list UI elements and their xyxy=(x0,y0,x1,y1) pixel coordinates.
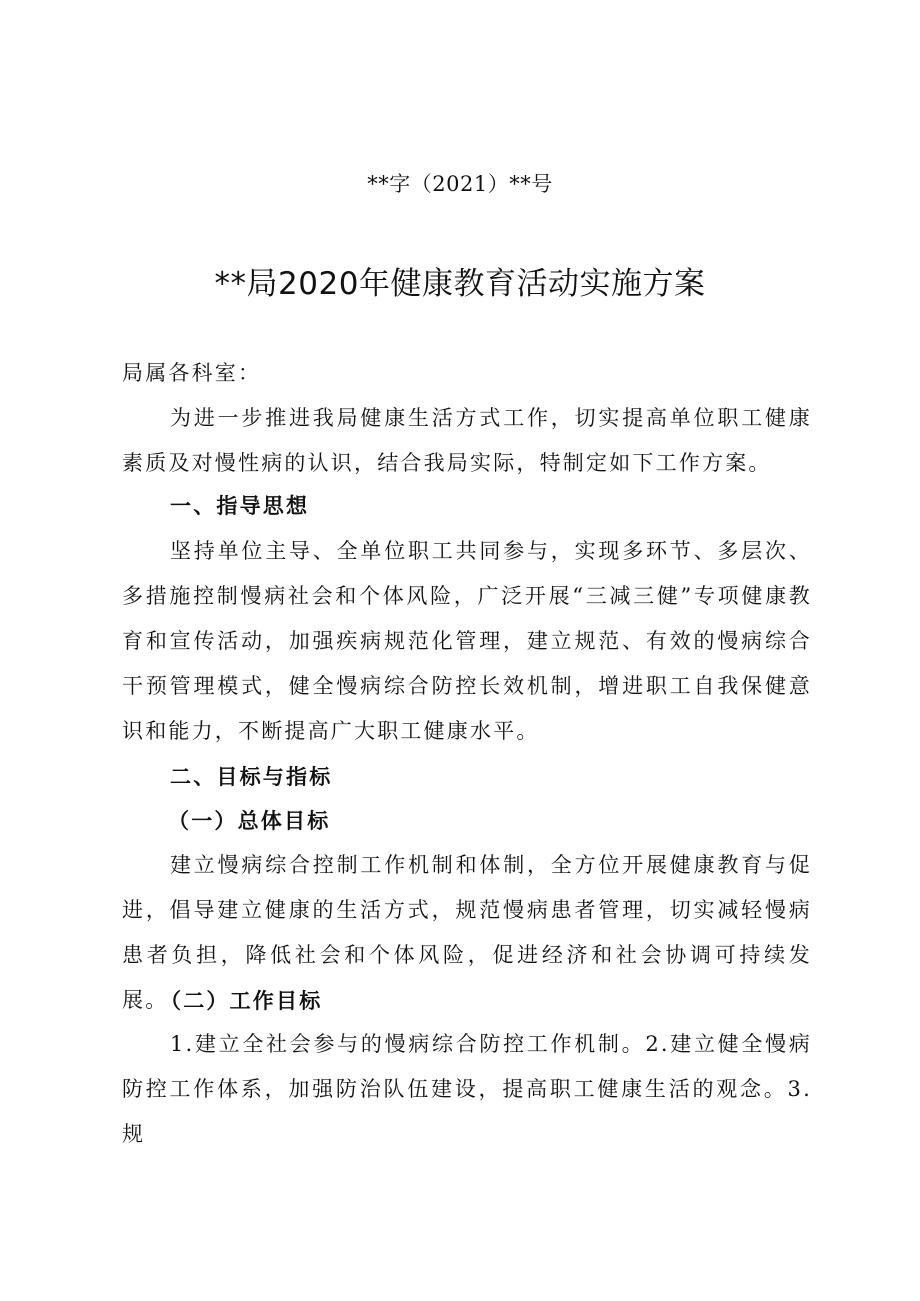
section-heading-goals: 二、目标与指标 xyxy=(170,764,333,789)
guiding-ideology-paragraph: 坚持单位主导、全单位职工共同参与，实现多环节、多层次、多措施控制慢病社会和个体风险，广泛开展“三减三健”专项健康教育和宣传活动，加强疾病规范化管理，建立规范、有效的慢病综合干预管理模式，健全慢病综合防控长效机制，增进职工自我保健意识和能力，不断提高广大职工健康水平。 xyxy=(122,539,812,743)
document-number: **字（2021）**号 xyxy=(367,172,553,196)
subsection-heading-work-goal: （二）工作目标 xyxy=(160,988,323,1013)
work-goal-paragraph: 1.建立全社会参与的慢病综合防控工作机制。2.建立健全慢病防控工作体系，加强防治队伍建设，提高职工健康生活的观念。3.规 xyxy=(122,1032,812,1146)
intro-paragraph: 为进一步推进我局健康生活方式工作，切实提高单位职工健康素质及对慢性病的认识，结合我局实际，特制定如下工作方案。 xyxy=(122,406,812,475)
document-title: **局2020年健康教育活动实施方案 xyxy=(214,266,706,302)
subsection-heading-overall-goal: （一）总体目标 xyxy=(168,808,331,833)
section-heading-guiding-ideology: 一、指导思想 xyxy=(170,493,310,518)
salutation: 局属各科室： xyxy=(122,361,262,385)
overall-goal-paragraph: 建立慢病综合控制工作机制和体制，全方位开展健康教育与促进，倡导建立健康的生活方式，规范慢病患者管理，切实减轻慢病患者负担，降低社会和个体风险，促进经济和社会协调可持续发展。 xyxy=(122,853,812,1012)
